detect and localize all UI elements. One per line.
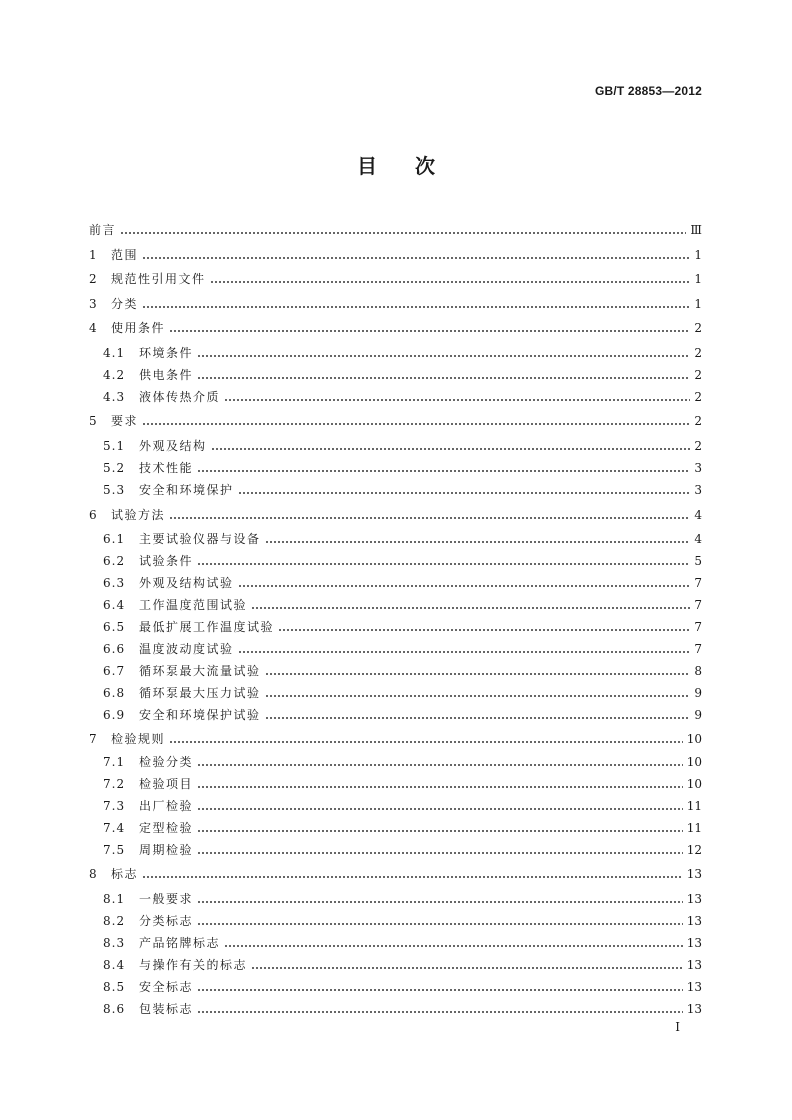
toc-entry-number: 6.5: [103, 620, 126, 634]
toc-entry-number: 6.8: [103, 686, 126, 700]
toc-entry-label: 要求: [111, 414, 139, 428]
toc-entry-number: 8.3: [103, 936, 126, 950]
toc-entry-label: 液体传热介质: [139, 390, 221, 404]
toc-entry-page-number: 2: [694, 346, 702, 360]
toc-entry-page-number: Ⅲ: [690, 223, 702, 237]
toc-entry[interactable]: [103, 772, 702, 792]
toc-dot-leader: [210, 280, 690, 284]
toc-entry-number: 8.6: [103, 1002, 126, 1016]
toc-entry-label: 供电条件: [139, 368, 194, 382]
toc-entry-label: 主要试验仪器与设备: [139, 532, 261, 546]
toc-entry-page-number: 3: [694, 461, 702, 475]
toc-entry[interactable]: [103, 909, 702, 929]
toc-entry-label: 环境条件: [139, 346, 194, 360]
toc-entry[interactable]: [103, 571, 702, 591]
toc-dot-leader: [197, 376, 690, 380]
toc-entry-page-number: 11: [686, 821, 702, 835]
toc-dot-leader: [278, 628, 690, 632]
toc-entry-label: 安全标志: [139, 980, 194, 994]
toc-entry[interactable]: [89, 243, 702, 263]
toc-entry[interactable]: [103, 527, 702, 547]
toc-entry-label: 检验项目: [139, 777, 194, 791]
toc-entry-page-number: 2: [694, 321, 702, 335]
toc-entry-label: 与操作有关的标志: [139, 958, 248, 972]
toc-entry-label: 包装标志: [139, 1002, 194, 1016]
toc-entry-number: 4: [89, 321, 98, 335]
toc-entry-number: 4.2: [103, 368, 126, 382]
toc-dot-leader: [197, 763, 683, 767]
toc-entry-page-number: 2: [694, 368, 702, 382]
toc-entry[interactable]: [103, 478, 702, 498]
toc-entry[interactable]: [103, 659, 702, 679]
toc-dot-leader: [197, 900, 683, 904]
toc-entry-page-number: 5: [694, 554, 702, 568]
toc-entry[interactable]: [103, 953, 702, 973]
toc-entry-label: 规范性引用文件: [111, 272, 206, 286]
toc-entry-label: 最低扩展工作温度试验: [139, 620, 275, 634]
toc-entry-page-number: 12: [686, 843, 702, 857]
toc-dot-leader: [265, 540, 690, 544]
toc-entry[interactable]: [89, 316, 702, 336]
toc-entry[interactable]: [103, 838, 702, 858]
toc-dot-leader: [197, 988, 683, 992]
toc-entry-page-number: 2: [694, 390, 702, 404]
toc-entry-number: 6.1: [103, 532, 126, 546]
toc-dot-leader: [265, 716, 690, 720]
toc-entry-number: 5.2: [103, 461, 126, 475]
toc-entry-number: 6: [89, 508, 98, 522]
toc-entry-page-number: 1: [694, 297, 702, 311]
toc-entry-page-number: 4: [694, 532, 702, 546]
toc-entry[interactable]: [89, 409, 702, 429]
toc-entry-number: 8.2: [103, 914, 126, 928]
toc-entry-label: 定型检验: [139, 821, 194, 835]
toc-dot-leader: [265, 694, 690, 698]
toc-entry-number: 7.5: [103, 843, 126, 857]
toc-entry-number: 6.7: [103, 664, 126, 678]
toc-entry[interactable]: [103, 703, 702, 723]
toc-entry[interactable]: [89, 267, 702, 287]
toc-entry-page-number: 3: [694, 483, 702, 497]
toc-dot-leader: [197, 785, 683, 789]
toc-dot-leader: [197, 807, 683, 811]
toc-dot-leader: [238, 491, 690, 495]
toc-dot-leader: [197, 562, 690, 566]
toc-entry-page-number: 13: [686, 980, 702, 994]
toc-entry[interactable]: [103, 931, 702, 951]
toc-entry-label: 检验规则: [111, 732, 166, 746]
toc-entry-number: 8.1: [103, 892, 126, 906]
toc-entry-number: 6.4: [103, 598, 126, 612]
toc-entry-label: 试验条件: [139, 554, 194, 568]
toc-dot-leader: [120, 231, 686, 235]
toc-dot-leader: [197, 829, 683, 833]
toc-entry-page-number: 7: [694, 576, 702, 590]
toc-entry-number: 2: [89, 272, 98, 286]
toc-entry-page-number: 10: [686, 732, 702, 746]
toc-entry-label: 外观及结构: [139, 439, 207, 453]
toc-dot-leader: [224, 398, 690, 402]
toc-entry-page-number: 13: [686, 892, 702, 906]
toc-dot-leader: [238, 584, 690, 588]
toc-entry-page-number: 7: [694, 642, 702, 656]
toc-entry-label: 外观及结构试验: [139, 576, 234, 590]
toc-entry[interactable]: [103, 997, 702, 1017]
toc-entry-label: 分类标志: [139, 914, 194, 928]
toc-entry-page-number: 9: [694, 686, 702, 700]
toc-entry-number: 1: [89, 248, 98, 262]
toc-dot-leader: [224, 944, 683, 948]
toc-entry-page-number: 4: [694, 508, 702, 522]
toc-dot-leader: [211, 447, 690, 451]
toc-entry-page-number: 10: [686, 777, 702, 791]
toc-entry-label: 检验分类: [139, 755, 194, 769]
toc-dot-leader: [197, 851, 683, 855]
toc-entry[interactable]: [89, 727, 702, 747]
toc-entry-label: 范围: [111, 248, 139, 262]
page-folio: I: [675, 1020, 680, 1034]
toc-entry-label: 循环泵最大流量试验: [139, 664, 261, 678]
toc-entry-number: 8.5: [103, 980, 126, 994]
toc-entry-label: 出厂检验: [139, 799, 194, 813]
toc-entry-page-number: 13: [686, 1002, 702, 1016]
toc-entry-number: 6.2: [103, 554, 126, 568]
toc-entry-number: 7: [89, 732, 98, 746]
toc-entry-page-number: 10: [686, 755, 702, 769]
toc-entry-label: 安全和环境保护试验: [139, 708, 261, 722]
toc-entry-page-number: 11: [686, 799, 702, 813]
toc-entry-label: 一般要求: [139, 892, 194, 906]
toc-entry-label: 工作温度范围试验: [139, 598, 248, 612]
toc-dot-leader: [169, 329, 690, 333]
toc-entry[interactable]: [103, 637, 702, 657]
page-title: [0, 150, 792, 179]
toc-entry-label: 使用条件: [111, 321, 166, 335]
page-title-part1: 目: [357, 154, 377, 178]
toc-entry-number: 6.9: [103, 708, 126, 722]
toc-entry[interactable]: [89, 218, 702, 238]
toc-entry-number: 6.3: [103, 576, 126, 590]
toc-entry[interactable]: [103, 615, 702, 635]
toc-entry-page-number: 9: [694, 708, 702, 722]
toc-entry[interactable]: [103, 341, 702, 361]
toc-dot-leader: [169, 516, 690, 520]
toc-entry-number: 前言: [89, 223, 117, 237]
toc-dot-leader: [197, 354, 690, 358]
toc-entry[interactable]: [103, 681, 702, 701]
toc-entry-number: 5.1: [103, 439, 126, 453]
toc-dot-leader: [238, 650, 690, 654]
toc-entry-label: 产品铭牌标志: [139, 936, 221, 950]
toc-entry[interactable]: [103, 593, 702, 613]
toc-entry-number: 4.3: [103, 390, 126, 404]
page-title-part2: 次: [415, 154, 435, 178]
toc-dot-leader: [197, 469, 690, 473]
toc-dot-leader: [142, 256, 690, 260]
toc-entry[interactable]: [103, 750, 702, 770]
toc-entry-page-number: 13: [686, 958, 702, 972]
toc-entry[interactable]: [103, 816, 702, 836]
toc-entry[interactable]: [103, 456, 702, 476]
toc-entry-page-number: 1: [694, 248, 702, 262]
toc-entry-page-number: 2: [694, 439, 702, 453]
toc-entry-number: 5: [89, 414, 98, 428]
toc-entry-page-number: 1: [694, 272, 702, 286]
toc-entry-number: 8: [89, 867, 98, 881]
toc-dot-leader: [265, 672, 690, 676]
toc-entry[interactable]: [103, 385, 702, 405]
toc-entry-page-number: 8: [694, 664, 702, 678]
toc-entry-page-number: 7: [694, 598, 702, 612]
toc-entry-number: 8.4: [103, 958, 126, 972]
toc-entry-number: 6.6: [103, 642, 126, 656]
toc-dot-leader: [197, 922, 683, 926]
toc-entry[interactable]: [89, 292, 702, 312]
toc-entry-label: 温度波动度试验: [139, 642, 234, 656]
toc-entry-page-number: 13: [686, 936, 702, 950]
toc-dot-leader: [142, 875, 683, 879]
toc-entry-number: 3: [89, 297, 98, 311]
toc-entry-label: 标志: [111, 867, 139, 881]
toc-dot-leader: [169, 740, 683, 744]
toc-entry-label: 试验方法: [111, 508, 166, 522]
standard-code: GB/T 28853—2012: [594, 84, 702, 98]
toc-entry-number: 7.4: [103, 821, 126, 835]
toc-entry[interactable]: [103, 975, 702, 995]
toc-entry-number: 4.1: [103, 346, 126, 360]
toc-entry-label: 循环泵最大压力试验: [139, 686, 261, 700]
toc-entry-page-number: 2: [694, 414, 702, 428]
toc-entry-number: 7.2: [103, 777, 126, 791]
toc-dot-leader: [251, 606, 690, 610]
toc-entry[interactable]: [103, 434, 702, 454]
toc-entry[interactable]: [89, 862, 702, 882]
toc-entry-number: 7.1: [103, 755, 126, 769]
toc-dot-leader: [197, 1010, 683, 1014]
toc-entry-label: 分类: [111, 297, 139, 311]
toc-entry-number: 7.3: [103, 799, 126, 813]
toc-entry-label: 周期检验: [139, 843, 194, 857]
toc-dot-leader: [142, 422, 690, 426]
toc-entry[interactable]: [103, 549, 702, 569]
toc-entry-page-number: 7: [694, 620, 702, 634]
toc-entry[interactable]: [103, 794, 702, 814]
toc-dot-leader: [142, 305, 690, 309]
toc-entry[interactable]: [89, 503, 702, 523]
toc-entry-label: 技术性能: [139, 461, 194, 475]
toc-entry[interactable]: [103, 363, 702, 383]
toc-entry-page-number: 13: [686, 867, 702, 881]
toc-dot-leader: [251, 966, 683, 970]
toc-entry-number: 5.3: [103, 483, 126, 497]
toc-entry[interactable]: [103, 887, 702, 907]
toc-entry-page-number: 13: [686, 914, 702, 928]
toc-entry-label: 安全和环境保护: [139, 483, 234, 497]
